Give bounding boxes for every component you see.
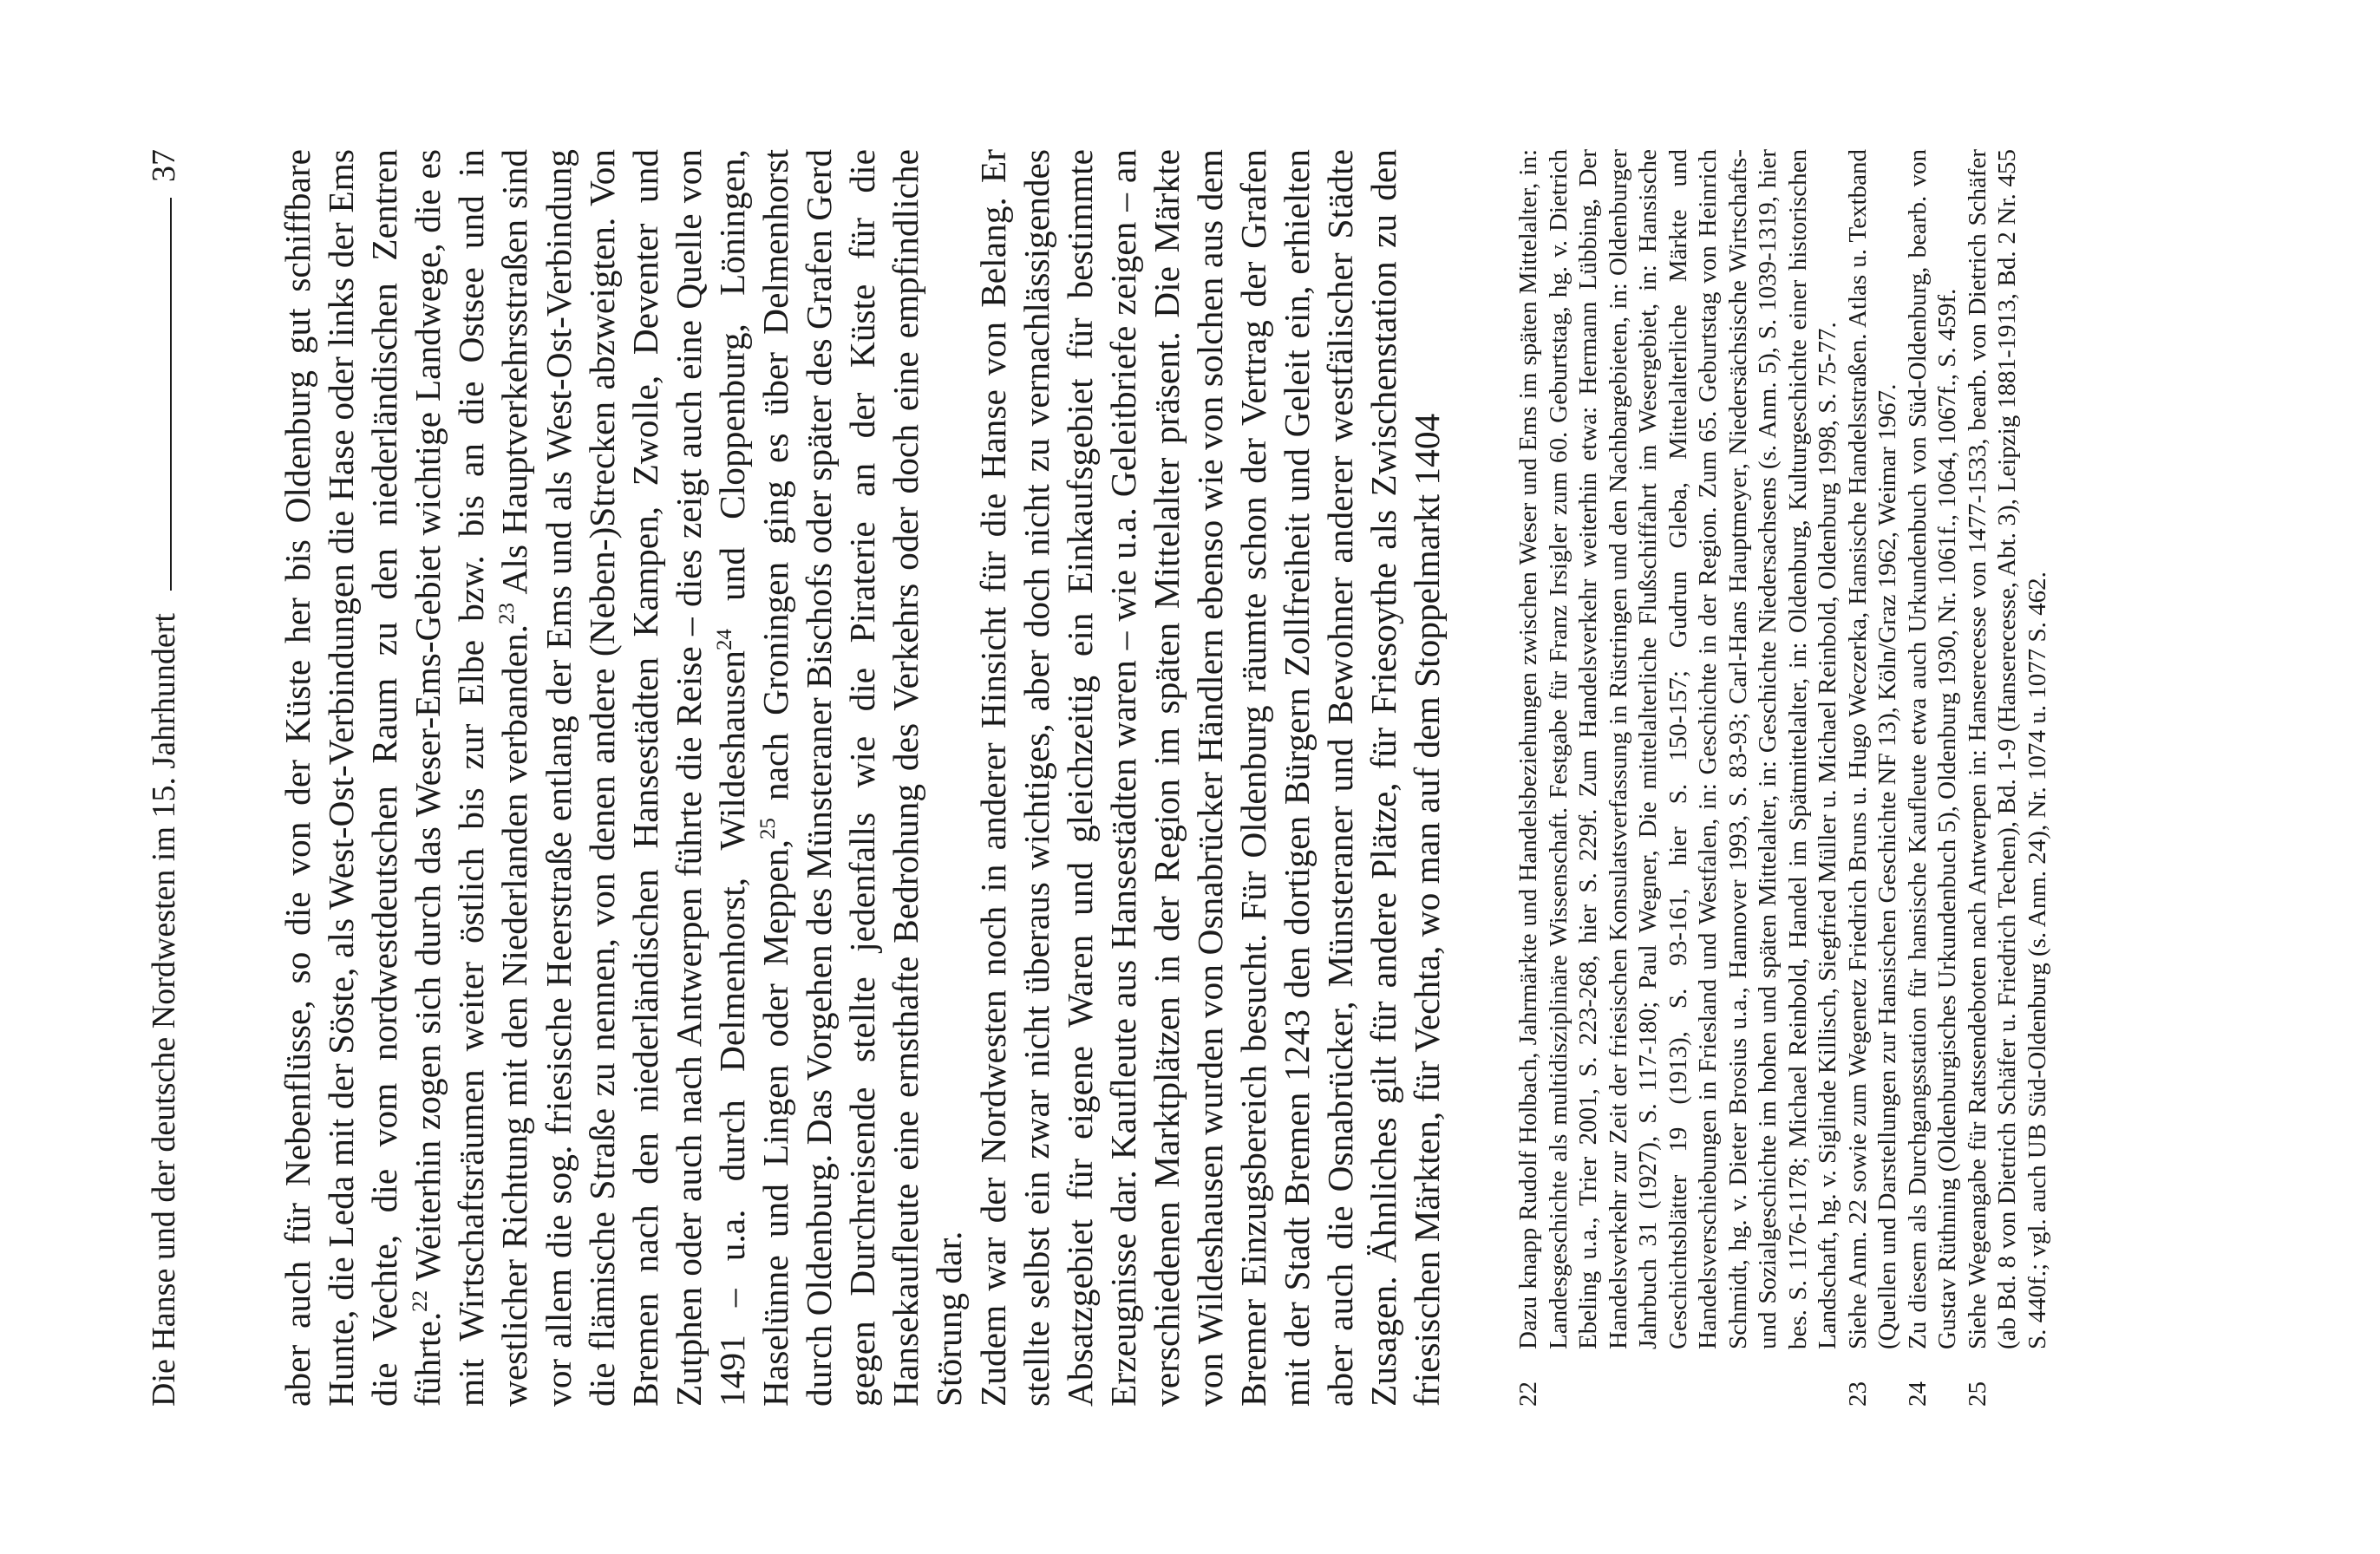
paragraph-1 bbox=[276, 149, 971, 1407]
footnote-25 bbox=[1963, 149, 2053, 1407]
footnote-ref-22[interactable]: 22 bbox=[409, 1290, 433, 1312]
paragraph-1-part-c: Als Hauptverkehrsstraßen sind vor allem die sog. friesische Heerstraße entlang der Ems und als West-Ost-Verbindung die flämische Straße zu nennen, von denen andere (Neben-)Strecken abzweigten. Von Bremen nach den niederländischen Hansestädten Kampen, Zwolle, Deventer und Zutphen oder auch nach Antwerpen führte die Reise – dies zeigt auch eine Quelle von 1491 – u.a. durch Delmenhorst, Wildeshausen bbox=[494, 149, 752, 1407]
footnote-number: 23 bbox=[1843, 1381, 1872, 1407]
footnote-number: 25 bbox=[1963, 1381, 1991, 1407]
paragraph-1-part-d: und Cloppenburg, Löningen, Haselünne und Lingen oder Meppen, bbox=[711, 149, 796, 1407]
footnote-text: Siehe Anm. 22 sowie zum Wegenetz Friedrich Bruns u. Hugo Weczerka, Hansische Handelsstraßen. Atlas u. Textband (Quellen und Darstellungen zur Hansischen Geschichte NF 13), Köln/Graz 1962, Weimar 1967. bbox=[1843, 149, 1901, 1349]
footnote-ref-25[interactable]: 25 bbox=[756, 818, 781, 840]
main-text bbox=[276, 149, 1449, 1407]
running-header bbox=[128, 149, 180, 1407]
page-number: 37 bbox=[146, 149, 182, 182]
paragraph-1-part-a: aber auch für Nebenflüsse, so die von der Küste her bis Oldenburg gut schiffbare Hunte, die Leda mit der Söste, als West-Ost-Verbindungen die Hase oder links der Ems die Vechte, die vom nordwestdeutschen Raum zu den niederländischen Zentren führte. bbox=[278, 149, 448, 1407]
footnote-number: 22 bbox=[1514, 1381, 1542, 1407]
running-title: Die Hanse und der deutsche Nordwesten im 15. Jahrhundert bbox=[146, 613, 182, 1407]
footnotes bbox=[1514, 149, 2052, 1407]
footnote-text: Zu diesem als Durchgangsstation für hansische Kaufleute etwa auch Urkundenbuch von Süd-Oldenburg, bearb. von Gustav Rüthning (Oldenburgisches Urkundenbuch 5), Oldenburg 1930, Nr. 1061f., 1064, 1067f., S. 459f. bbox=[1903, 149, 1961, 1349]
footnote-23 bbox=[1843, 149, 1903, 1407]
footnote-text: Siehe Wegeangabe für Ratssendeboten nach Antwerpen in: Hanserecesse von 1477-1533, bearb. von Dietrich Schäfer (ab Bd. 8 von Dietrich Schäfer u. Friedrich Techen), Bd. 1-9 (Hanserecesse, Abt. 3), Leipzig 1881-1913, Bd. 2 Nr. 455 S. 440f.; vgl. auch UB Süd-Oldenburg (s. Anm. 24), Nr. 1074 u. 1077 S. 462. bbox=[1963, 149, 2051, 1349]
footnote-ref-24[interactable]: 24 bbox=[713, 629, 737, 650]
header-rule bbox=[170, 198, 172, 591]
footnote-ref-23[interactable]: 23 bbox=[495, 603, 520, 624]
paragraph-1-part-e: nach Groningen ging es über Delmenhorst durch Oldenburg. Das Vorgehen des Münsteraner Bischofs oder später des Grafen Gerd gegen Durchreisende stellte jedenfalls wie die Piraterie an der Küste für die Hansekaufleute eine ernsthafte Bedrohung des Verkehrs oder doch eine empfindliche Störung dar. bbox=[755, 149, 970, 1407]
footnote-number: 24 bbox=[1903, 1381, 1932, 1407]
paragraph-1-part-b: Weiterhin zogen sich durch das Weser-Ems-Gebiet wichtige Landwege, die es mit Wirtschaftsräumen weiter östlich bis zur Elbe bzw. bis an die Ostsee und in westlicher Richtung mit den Niederlanden verbanden. bbox=[408, 149, 535, 1407]
footnote-24 bbox=[1903, 149, 1963, 1407]
footnote-22 bbox=[1514, 149, 1843, 1407]
paragraph-2: Zudem war der Nordwesten noch in anderer Hinsicht für die Hanse von Belang. Er stellte selbst ein zwar nicht überaus wichtiges, aber doch nicht zu vernachlässigendes Absatzgebiet für eigene Waren und gleichzeitig ein Einkaufsgebiet für bestimmte Erzeugnisse dar. Kaufleute aus Hansestädten waren – wie u.a. Geleitbriefe zeigen – an verschiedenen Marktplätzen in der Region im späten Mittelalter präsent. Die Märkte von Wildeshausen wurden von Osnabrücker Händlern ebenso wie von solchen aus dem Bremer Einzugsbereich besucht. Für Oldenburg räumte schon der Vertrag der Grafen mit der Stadt Bremen 1243 den dortigen Bürgern Zollfreiheit und Geleit ein, erhielten aber auch die Osnabrücker, Münsteraner und Bewohner anderer westfälischer Städte Zusagen. Ähnliches gilt für andere Plätze, für Friesoythe als Zwischenstation zu den friesischen Märkten, für Vechta, wo man auf dem Stoppelmarkt 1404 bbox=[972, 149, 1448, 1407]
footnote-text: Dazu knapp Rudolf Holbach, Jahrmärkte und Handelsbeziehungen zwischen Weser und Ems im späten Mittelalter, in: Landesgeschichte als multidisziplinäre Wissenschaft. Festgabe für Franz Irsigler zum 60. Geburtstag, hg. v. Dietrich Ebeling u.a., Trier 2001, S. 223-268, hier S. 229f. Zum Handelsverkehr weiterhin etwa: Hermann Lübbing, Der Handelsverkehr zur Zeit der friesischen Konsulatsverfassung in Rüstringen und den Nachbargebieten, in: Oldenburger Jahrbuch 31 (1927), S. 117-180; Paul Wegner, Die mittelalterliche Flußschiffahrt im Wesergebiet, in: Hansische Geschichtsblätter 19 (1913), S. 93-161, hier S. 150-157; Gudrun Gleba, Mittelalterliche Märkte und Handelsverschiebungen in Friesland und Westfalen, in: Geschichte in der Region. Zum 65. Geburtstag von Heinrich Schmidt, hg. v. Dieter Brosius u.a., Hannover 1993, S. 83-93; Carl-Hans Hauptmeyer, Niedersächsische Wirtschafts- und Sozialgeschichte im hohen und späten Mittelalter, in: Geschichte Niedersachsens (s. Anm. 5), S. 1039-1319, hier bes. S. 1176-1178; Michael Reinbold, Handel im Spätmittelalter, in: Oldenburg, Kulturgeschichte einer historischen Landschaft, hg. v. Siglinde Killisch, Siegfried Müller u. Michael Reinbold, Oldenburg 1998, S. 75-77. bbox=[1514, 149, 1841, 1349]
